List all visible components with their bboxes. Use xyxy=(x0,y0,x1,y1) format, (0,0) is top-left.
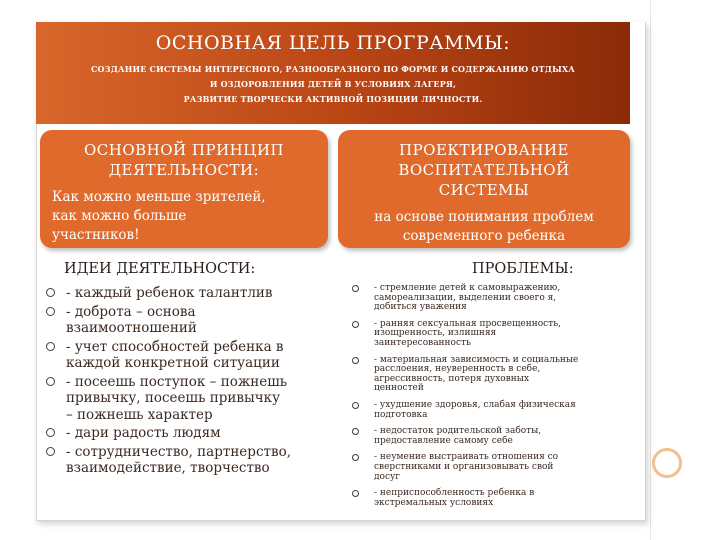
bullet-icon xyxy=(352,402,359,409)
bullet-icon xyxy=(46,377,55,386)
list-item: - неприспособленность ребенка в экстремальных условиях xyxy=(352,489,622,508)
bullet-icon xyxy=(46,447,55,456)
design-box xyxy=(338,130,630,248)
goal-line: И ОЗДОРОВЛЕНИЯ ДЕТЕЙ В УСЛОВИЯХ ЛАГЕРЯ, xyxy=(209,79,457,89)
list-item: - доброта – основа взаимоотношений xyxy=(46,304,336,337)
list-item: - учет способностей ребенка в каждой конкретной ситуации xyxy=(46,339,336,372)
design-text-line: на основе понимания проблем xyxy=(374,209,594,225)
list-item: - стремление детей к самовыражению, самореализации, выделении своего я, добиться уважения xyxy=(352,284,622,313)
list-item: - недостаток родительской заботы, предоставление самому себе xyxy=(352,427,622,446)
list-item: - посеешь поступок – пожнешь привычку, посеешь привычку – пожнешь характер xyxy=(46,374,336,424)
bullet-icon xyxy=(352,321,359,328)
principle-text-line: Как можно меньше зрителей, xyxy=(52,189,266,205)
bullet-icon xyxy=(352,454,359,461)
principle-box xyxy=(40,130,328,248)
ideas-list xyxy=(46,285,336,479)
list-item: - материальная зависимость и социальные расслоения, неуверенность в себе, агрессивность, потеря духовных ценностей xyxy=(352,356,622,394)
design-text-line: современного ребенка xyxy=(402,228,566,244)
problems-heading: ПРОБЛЕМЫ: xyxy=(472,261,574,277)
bullet-icon xyxy=(46,307,55,316)
design-title-line: ПРОЕКТИРОВАНИЕ xyxy=(398,141,569,159)
design-title-line: СИСТЕМЫ xyxy=(438,181,530,199)
goal-header xyxy=(36,22,630,124)
problems-list xyxy=(352,284,622,515)
goal-line: СОЗДАНИЕ СИСТЕМЫ ИНТЕРЕСНОГО, РАЗНООБРАЗНОГО ПО ФОРМЕ И СОДЕРЖАНИЮ ОТДЫХА xyxy=(90,64,576,74)
list-item: - ухудшение здоровья, слабая физическая подготовка xyxy=(352,401,622,420)
design-title xyxy=(338,140,630,200)
bullet-icon xyxy=(352,357,359,364)
list-item: - каждый ребенок талантлив xyxy=(46,285,336,302)
design-title-line: ВОСПИТАТЕЛЬНОЙ xyxy=(398,161,570,179)
decorative-strip xyxy=(650,0,651,540)
list-item: - сотрудничество, партнерство, взаимодействие, творчество xyxy=(46,444,336,477)
list-item: - ранняя сексуальная просвещенность, изощренность, излишняя заинтересованность xyxy=(352,320,622,349)
bullet-icon xyxy=(46,428,55,437)
principle-text-line: участников! xyxy=(52,227,140,243)
bullet-icon xyxy=(46,288,55,297)
design-text xyxy=(338,208,630,246)
principle-text xyxy=(52,188,328,245)
principle-title-line: ДЕЯТЕЛЬНОСТИ: xyxy=(108,161,260,179)
principle-text-line: как можно больше xyxy=(52,208,187,224)
bullet-icon xyxy=(46,342,55,351)
bullet-icon xyxy=(352,285,359,292)
list-item: - дари радость людям xyxy=(46,425,336,442)
decorative-circle xyxy=(652,448,682,478)
goal-description xyxy=(36,62,630,107)
principle-title xyxy=(40,140,328,180)
bullet-icon xyxy=(352,490,359,497)
principle-title-line: ОСНОВНОЙ ПРИНЦИП xyxy=(84,141,284,159)
page-title: ОСНОВНАЯ ЦЕЛЬ ПРОГРАММЫ: xyxy=(155,32,511,54)
ideas-heading: ИДЕИ ДЕЯТЕЛЬНОСТИ: xyxy=(64,261,256,277)
bullet-icon xyxy=(352,428,359,435)
goal-line: РАЗВИТИЕ ТВОРЧЕСКИ АКТИВНОЙ ПОЗИЦИИ ЛИЧНОСТИ. xyxy=(183,94,483,104)
list-item: - неумение выстраивать отношения со сверстниками и организовывать свой досуг xyxy=(352,453,622,482)
